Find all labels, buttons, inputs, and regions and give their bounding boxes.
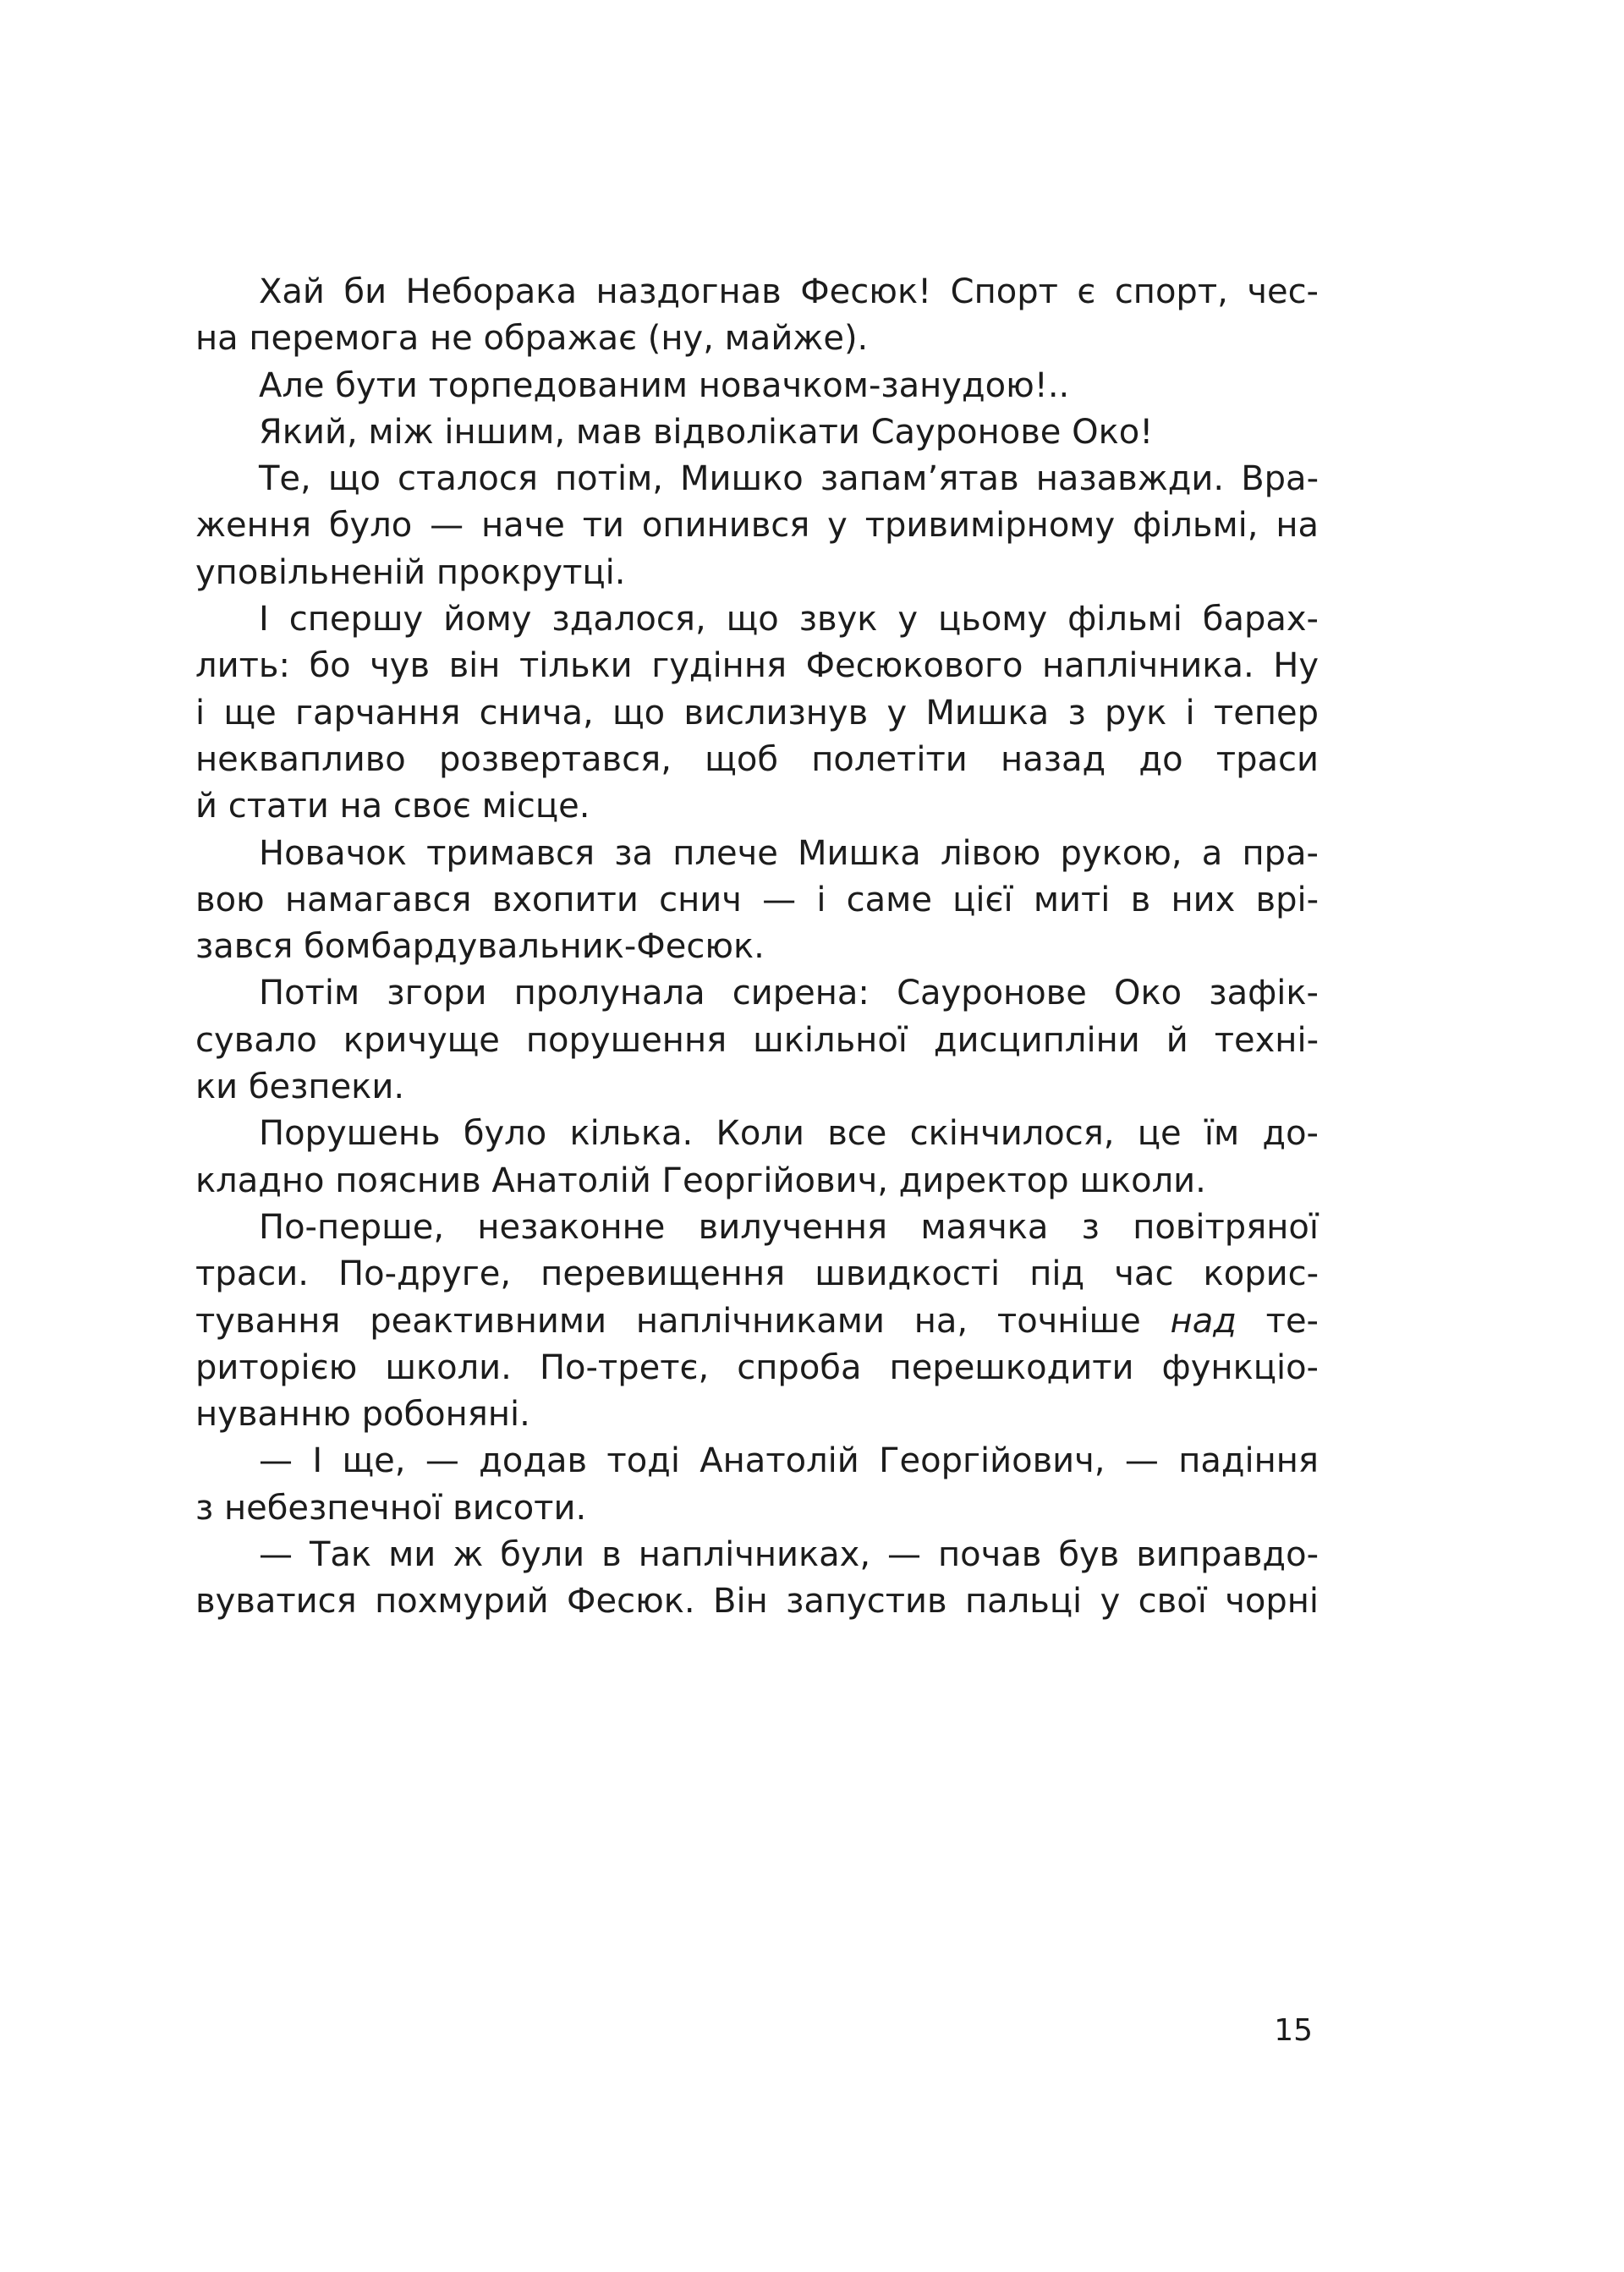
text-line: й стати на своє місце. (195, 787, 590, 826)
text-line: Новачок тримався за плече Мишка лівою рукою, а пра- (259, 833, 1319, 873)
text-line: зався бомбардувальник-Фесюк. (195, 927, 765, 967)
text-line: з небезпечної висоти. (195, 1488, 587, 1528)
text-line: і ще гарчання снича, що вислизнув у Мишка з рук і тепер (195, 693, 1319, 733)
text-line: — І ще, — додав тоді Анатолій Георгійович, — падіння (259, 1441, 1319, 1481)
text-line: Потім згори пролунала сирена: Сауронове Око зафік- (259, 974, 1319, 1013)
text-line (195, 1298, 1319, 1345)
text-line: Порушень було кілька. Коли все скінчилося, це їм до- (259, 1114, 1319, 1154)
text-line: лить: бо чув він тільки гудіння Фесюкового наплічника. Ну (195, 646, 1319, 686)
text-line: кладно пояснив Анатолій Георгійович, директор школи. (195, 1161, 1206, 1200)
text-line: риторією школи. По-третє, спроба перешкодити функціо- (195, 1347, 1319, 1387)
page-body (195, 269, 1319, 1626)
text-line: Який, між іншим, мав відволікати Сауронове Око! (259, 412, 1154, 452)
text-line: вою намагався вхопити снич — і саме цієї миті в них врі- (195, 880, 1319, 919)
text-line: уповільненій прокрутці. (195, 552, 626, 592)
text-line: Але бути торпедованим новачком-занудою!.. (259, 365, 1070, 405)
text-line: Те, що сталося потім, Мишко запам’ятав назавжди. Вра- (259, 459, 1319, 499)
text-line: траси. По-друге, перевищення швидкості під час корис- (195, 1254, 1319, 1294)
text-line: на перемога не ображає (ну, майже). (195, 319, 869, 359)
text-segment: тування реактивними наплічниками на, точніше (195, 1301, 1171, 1341)
text-line: ки безпеки. (195, 1067, 405, 1107)
text-line: неквапливо розвертався, щоб полетіти назад до траси (195, 739, 1319, 779)
text-line: — Так ми ж були в наплічниках, — почав був виправдо- (259, 1535, 1319, 1575)
text-line: І спершу йому здалося, що звук у цьому фільмі барах- (259, 600, 1319, 639)
emphasis-word: над (1170, 1301, 1237, 1341)
text-line: По-перше, незаконне вилучення маячка з повітряної (259, 1207, 1319, 1247)
text-segment: те- (1236, 1301, 1319, 1341)
page-number: 15 (1274, 2013, 1313, 2048)
text-line: Хай би Неборака наздогнав Фесюк! Спорт є спорт, чес- (259, 272, 1319, 311)
text-line: нуванню робоняні. (195, 1395, 530, 1435)
text-line: сувало кричуще порушення шкільної дисципліни й техні- (195, 1020, 1319, 1060)
text-line: ження було — наче ти опинився у тривимірному фільмі, на (195, 506, 1319, 546)
text-line: вуватися похмурий Фесюк. Він запустив пальці у свої чорні (195, 1582, 1319, 1622)
